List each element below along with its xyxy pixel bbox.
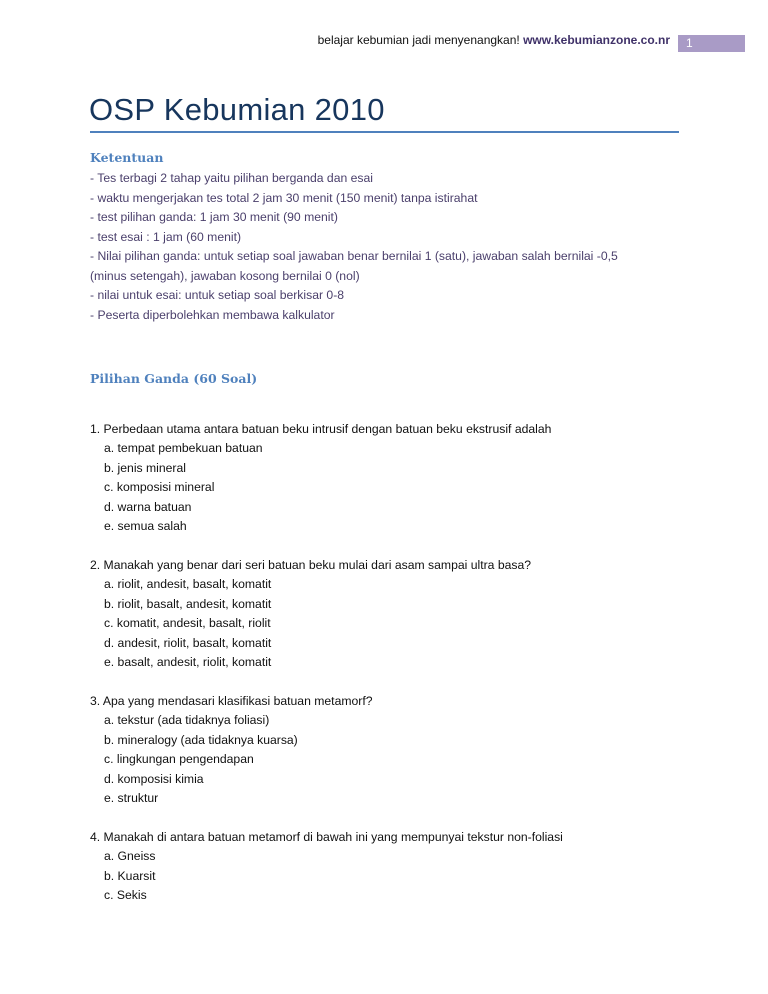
title-underline	[90, 131, 679, 133]
ketentuan-line: - Tes terbagi 2 tahap yaitu pilihan berganda dan esai	[90, 171, 373, 185]
answer-option: d. komposisi kimia	[104, 771, 204, 786]
ketentuan-line: - Peserta diperbolehkan membawa kalkulator	[90, 307, 335, 322]
question	[90, 420, 551, 536]
question	[90, 556, 531, 672]
answer-option: d. andesit, riolit, basalt, komatit	[104, 635, 272, 650]
answer-option: a. tekstur (ada tidaknya foliasi)	[104, 713, 270, 728]
answer-option: b. jenis mineral	[104, 460, 186, 475]
question	[90, 692, 373, 808]
ketentuan-line: - Nilai pilihan ganda: untuk setiap soal jawaban benar bernilai 1 (satu), jawaban salah bernilai -0,5	[90, 249, 618, 263]
question-text: 3. Apa yang mendasari klasifikasi batuan metamorf?	[90, 694, 373, 708]
ketentuan-list	[90, 169, 618, 325]
question-text: 1. Perbedaan utama antara batuan beku intrusif dengan batuan beku ekstrusif adalah	[90, 422, 552, 436]
ketentuan-line: - test pilihan ganda: 1 jam 30 menit (90 menit)	[90, 210, 338, 224]
ketentuan-line: - test esai : 1 jam (60 menit)	[90, 229, 242, 244]
answer-option: c. lingkungan pengendapan	[104, 752, 254, 767]
answer-option: a. tempat pembekuan batuan	[104, 441, 263, 456]
answer-option: a. riolit, andesit, basalt, komatit	[104, 577, 272, 592]
ketentuan-heading: Ketentuan	[90, 150, 164, 165]
header-tagline: belajar kebumian jadi menyenangkan!	[317, 33, 520, 47]
page-header	[0, 33, 670, 47]
answer-option: b. mineralogy (ada tidaknya kuarsa)	[104, 732, 298, 747]
header-url[interactable]: www.kebumianzone.co.nr	[523, 33, 670, 47]
ketentuan-line: (minus setengah), jawaban kosong bernilai 0 (nol)	[90, 268, 360, 283]
answer-option: a. Gneiss	[104, 849, 156, 864]
question	[90, 828, 563, 906]
answer-option: e. struktur	[104, 791, 159, 806]
answer-option: c. komatit, andesit, basalt, riolit	[104, 616, 271, 631]
answer-option: e. semua salah	[104, 519, 187, 534]
question-text: 2. Manakah yang benar dari seri batuan beku mulai dari asam sampai ultra basa?	[90, 558, 532, 572]
ketentuan-line: - nilai untuk esai: untuk setiap soal berkisar 0-8	[90, 288, 345, 302]
answer-option: c. komposisi mineral	[104, 480, 215, 495]
answer-option: e. basalt, andesit, riolit, komatit	[104, 655, 272, 670]
section-heading: Pilihan Ganda (60 Soal)	[90, 371, 258, 386]
question-text: 4. Manakah di antara batuan metamorf di bawah ini yang mempunyai tekstur non-foliasi	[90, 830, 563, 844]
answer-option: d. warna batuan	[104, 499, 192, 514]
ketentuan-line: - waktu mengerjakan tes total 2 jam 30 menit (150 menit) tanpa istirahat	[90, 190, 478, 205]
answer-option: b. riolit, basalt, andesit, komatit	[104, 596, 272, 611]
answer-option: c. Sekis	[104, 888, 147, 903]
answer-option: b. Kuarsit	[104, 868, 156, 883]
page-number-badge: 1	[678, 35, 745, 52]
document-title: OSP Kebumian 2010	[89, 92, 385, 127]
